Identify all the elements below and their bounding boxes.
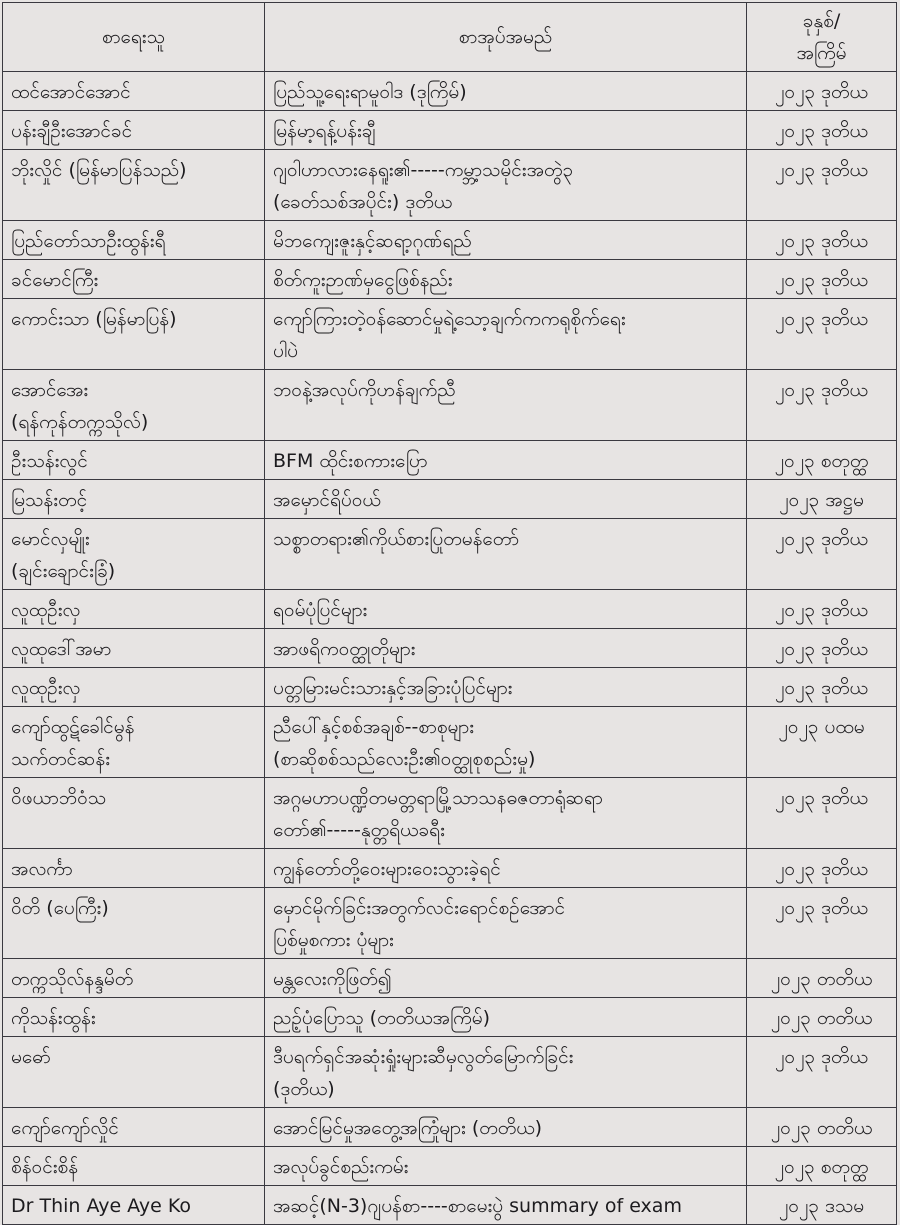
book-title-text: အာဖရိကဝတ္ထုတိုများ xyxy=(273,638,416,660)
year-edition-cell: ၂၀၂၃ ဒုတိယ xyxy=(747,778,897,849)
author-cell xyxy=(3,441,265,480)
year-edition-cell: ၂၀၂၃ ဒုတိယ xyxy=(747,629,897,668)
author-cell xyxy=(3,849,265,888)
title-cell xyxy=(265,959,747,998)
table-row xyxy=(3,1037,897,1108)
author-text: အောင်အေး xyxy=(11,379,89,401)
author-cell xyxy=(3,959,265,998)
table-row xyxy=(3,221,897,260)
book-title-text-line2: (ဒုတိယ) xyxy=(273,1078,335,1100)
title-cell xyxy=(265,370,747,441)
table-row xyxy=(3,519,897,590)
title-cell xyxy=(265,299,747,370)
author-text: စိန်ဝင်းစိန် xyxy=(11,1156,79,1178)
year-edition-cell: ၂၀၂၃ စတုတ္ထ xyxy=(747,441,897,480)
header-year-edition xyxy=(747,3,897,72)
title-cell xyxy=(265,480,747,519)
book-title-text: အောင်မြင်မှုအတွေ့အကြုံများ (တတိယ) xyxy=(273,1117,543,1139)
table-row xyxy=(3,668,897,707)
book-title-text: မှောင်မိုက်ခြင်းအတွက်လင်းရောင်စဉ်အောင် xyxy=(273,897,566,919)
author-cell xyxy=(3,629,265,668)
author-text: အလင်္ကာ xyxy=(11,858,73,880)
title-cell xyxy=(265,441,747,480)
year-edition-cell: ၂၀၂၃ တတိယ xyxy=(747,959,897,998)
book-title-text: မန္တလေးကိုဖြတ်၍ xyxy=(273,968,392,990)
title-cell xyxy=(265,998,747,1037)
table-row xyxy=(3,1186,897,1225)
book-title-text: မိဘကျေးဇူးနှင့်ဆရာ့ဂုဏ်ရည် xyxy=(273,230,472,252)
book-title-text-line2: ပြစ်မှုစကား ပုံများ xyxy=(273,929,394,951)
book-title-text: ကျော်ကြားတဲ့ဝန်ဆောင်မှုရဲ့သော့ချက်ကကရုစိုက်ရေး xyxy=(273,308,626,330)
title-cell xyxy=(265,1147,747,1186)
book-title-text: အလုပ်ခွင်စည်းကမ်း xyxy=(273,1156,409,1178)
author-cell xyxy=(3,707,265,778)
table-row xyxy=(3,260,897,299)
book-title-text: ဂျဝါဟာလားနေရူး၏-----ကမ္ဘာ့သမိုင်းအတွဲ၃ xyxy=(273,159,574,181)
year-edition-cell: ၂၀၂၃ ဒုတိယ xyxy=(747,668,897,707)
author-cell xyxy=(3,590,265,629)
author-text: မဓော် xyxy=(11,1046,51,1068)
author-text: ဝိဖယာဘိဝံသ xyxy=(11,787,107,809)
author-cell xyxy=(3,221,265,260)
author-text: ဘိုးလှိုင် (မြန်မာပြန်သည်) xyxy=(11,159,187,181)
author-text: ပြည်တော်သာဦးထွန်းရီ xyxy=(11,230,166,252)
header-author: စာရေးသူ xyxy=(3,3,265,72)
author-text: ခင်မောင်ကြီး xyxy=(11,269,99,291)
title-cell xyxy=(265,888,747,959)
title-cell xyxy=(265,707,747,778)
table-row xyxy=(3,370,897,441)
author-cell xyxy=(3,72,265,111)
title-cell xyxy=(265,668,747,707)
table-row xyxy=(3,629,897,668)
year-edition-cell: ၂၀၂၃ ဒုတိယ xyxy=(747,72,897,111)
author-text: ကောင်းသာ (မြန်မာပြန်) xyxy=(11,308,177,330)
table-row xyxy=(3,849,897,888)
author-text: လူထုဒေါ်အမာ xyxy=(11,638,112,660)
year-edition-cell: ၂၀၂၃ တတိယ xyxy=(747,1108,897,1147)
book-title-text-line2: (စာဆိုစစ်သည်လေးဦး၏ဝတ္ထုစုစည်းမှု) xyxy=(273,748,536,770)
year-edition-cell: ၂၀၂၃ အဋ္ဌမ xyxy=(747,480,897,519)
table-row xyxy=(3,1108,897,1147)
title-cell xyxy=(265,590,747,629)
book-title-text-line2: တော်၏-----နုတ္တရိယခရီး xyxy=(273,819,445,841)
title-cell xyxy=(265,629,747,668)
book-title-text-line2: ပါပဲ xyxy=(273,340,298,362)
table-row xyxy=(3,441,897,480)
author-text-line2: (ချင်းချောင်းခြံ) xyxy=(11,560,116,582)
year-edition-cell: ၂၀၂၃ စတုတ္ထ xyxy=(747,1147,897,1186)
title-cell xyxy=(265,849,747,888)
book-title-text: အဂ္ဂမဟာပဏ္ဍိတမတ္တရာမြို့သာသနဓဇတာရုံဆရာ xyxy=(273,787,603,809)
title-cell xyxy=(265,1108,747,1147)
book-title-text: အဆင့်(N-3)ဂျပန်စာ----စာမေးပွဲ summary of exam xyxy=(273,1195,682,1217)
year-edition-cell: ၂၀၂၃ ဒုတိယ xyxy=(747,519,897,590)
author-text: ဦးသန်းလွင် xyxy=(11,450,88,472)
title-cell xyxy=(265,72,747,111)
title-cell xyxy=(265,519,747,590)
author-cell xyxy=(3,1186,265,1225)
year-edition-cell: ၂၀၂၃ ဒုတိယ xyxy=(747,849,897,888)
author-text: လူထုဦးလှ xyxy=(11,599,81,621)
book-title-text: အမှောင်ရိပ်ဝယ် xyxy=(273,489,381,511)
author-text: ဝိတိ (ပေကြီး) xyxy=(11,897,109,919)
author-text-line2: (ရန်ကုန်တက္ကသိုလ်) xyxy=(11,411,149,433)
book-title-text: ဒီပရက်ရှင်အဆုံးရှုံးများဆီမှလွတ်မြောက်ခြင်း xyxy=(273,1046,574,1068)
title-cell xyxy=(265,221,747,260)
author-cell xyxy=(3,888,265,959)
table-row xyxy=(3,707,897,778)
book-title-text: ဘဝနဲ့အလုပ်ကိုဟန်ချက်ညီ xyxy=(273,379,456,401)
year-edition-cell: ၂၀၂၃ ဒုတိယ xyxy=(747,299,897,370)
year-edition-cell: ၂၀၂၃ ဒုတိယ xyxy=(747,221,897,260)
year-edition-cell: ၂၀၂၃ ဒုတိယ xyxy=(747,260,897,299)
author-text: ပန်းချီဦးအောင်ခင် xyxy=(11,120,133,142)
table-body xyxy=(3,72,897,1225)
book-list-table xyxy=(2,2,897,1225)
year-edition-cell: ၂၀၂၃ ပထမ xyxy=(747,707,897,778)
year-edition-cell: ၂၀၂၃ ဒုတိယ xyxy=(747,590,897,629)
author-text: မြသန်းတင့် xyxy=(11,489,88,511)
author-cell xyxy=(3,299,265,370)
year-edition-cell: ၂၀၂၃ ဒုတိယ xyxy=(747,111,897,150)
table-row xyxy=(3,959,897,998)
author-text: ထင်အောင်အောင် xyxy=(11,81,131,103)
book-title-text: ရဝမ်ပုံပြင်များ xyxy=(273,599,368,621)
author-text-line2: သက်တင်ဆန်း xyxy=(11,748,111,770)
book-title-text: သစ္စာတရား၏ကိုယ်စားပြုတမန်တော် xyxy=(273,528,520,550)
table-row xyxy=(3,998,897,1037)
author-cell xyxy=(3,1037,265,1108)
header-year-line2: အကြိမ် xyxy=(796,42,847,64)
book-title-text: ပြည်သူ့ရေးရာမူဝါဒ (ဒုကြိမ်) xyxy=(273,81,467,103)
table-row xyxy=(3,888,897,959)
year-edition-cell: ၂၀၂၃ ဒသမ xyxy=(747,1186,897,1225)
author-cell xyxy=(3,778,265,849)
table-row xyxy=(3,1147,897,1186)
author-text: မောင်လှမျိုး xyxy=(11,528,90,550)
author-cell xyxy=(3,480,265,519)
book-title-text: မြန်မာ့ရန့်ပန်းချီ xyxy=(273,120,376,142)
book-title-text-line2: (ခေတ်သစ်အပိုင်း) ဒုတိယ xyxy=(273,191,453,213)
author-text: တက္ကသိုလ်နန္ဒမိတ် xyxy=(11,968,134,990)
table-row xyxy=(3,111,897,150)
book-title-text: ကျွန်တော်တို့ဝေးများဝေးသွားခဲ့ရင် xyxy=(273,858,501,880)
table-row xyxy=(3,150,897,221)
author-cell xyxy=(3,150,265,221)
header-title: စာအုပ်အမည် xyxy=(265,3,747,72)
author-cell xyxy=(3,1108,265,1147)
author-cell xyxy=(3,260,265,299)
author-text: လူထုဦးလှ xyxy=(11,677,81,699)
author-cell xyxy=(3,998,265,1037)
table-row xyxy=(3,590,897,629)
title-cell xyxy=(265,778,747,849)
author-text: Dr Thin Aye Aye Ko xyxy=(11,1195,191,1217)
year-edition-cell: ၂၀၂၃ တတိယ xyxy=(747,998,897,1037)
author-cell xyxy=(3,668,265,707)
table-row xyxy=(3,778,897,849)
title-cell xyxy=(265,260,747,299)
book-title-text: ပတ္တမြားမင်းသားနှင့်အခြားပုံပြင်များ xyxy=(273,677,513,699)
book-title-text: BFM ထိုင်းစကားပြော xyxy=(273,450,428,472)
book-title-text: စိတ်ကူးဉာဏ်မှငွေဖြစ်နည်း xyxy=(273,269,453,291)
title-cell xyxy=(265,111,747,150)
author-cell xyxy=(3,370,265,441)
table-header-row xyxy=(3,3,897,72)
author-cell xyxy=(3,1147,265,1186)
author-cell xyxy=(3,519,265,590)
author-text: ကိုသန်းထွန်း xyxy=(11,1007,96,1029)
author-text: ကျော်ကျော်လှိုင် xyxy=(11,1117,119,1139)
table-row xyxy=(3,480,897,519)
author-cell xyxy=(3,111,265,150)
book-title-text: ညီပေါ်နှင့်စစ်အချစ်--စာစုများ xyxy=(273,716,475,738)
book-title-text: ညဥ့်ပုံပြောသူ (တတိယအကြိမ်) xyxy=(273,1007,491,1029)
title-cell xyxy=(265,1186,747,1225)
author-text: ကျော်ထွဋ်ခေါင်မွန် xyxy=(11,716,135,738)
year-edition-cell: ၂၀၂၃ ဒုတိယ xyxy=(747,150,897,221)
title-cell xyxy=(265,150,747,221)
year-edition-cell: ၂၀၂၃ ဒုတိယ xyxy=(747,1037,897,1108)
table-row xyxy=(3,72,897,111)
title-cell xyxy=(265,1037,747,1108)
table-row xyxy=(3,299,897,370)
year-edition-cell: ၂၀၂၃ ဒုတိယ xyxy=(747,888,897,959)
header-year-line1: ခုနှစ်/ xyxy=(802,10,841,32)
year-edition-cell: ၂၀၂၃ ဒုတိယ xyxy=(747,370,897,441)
